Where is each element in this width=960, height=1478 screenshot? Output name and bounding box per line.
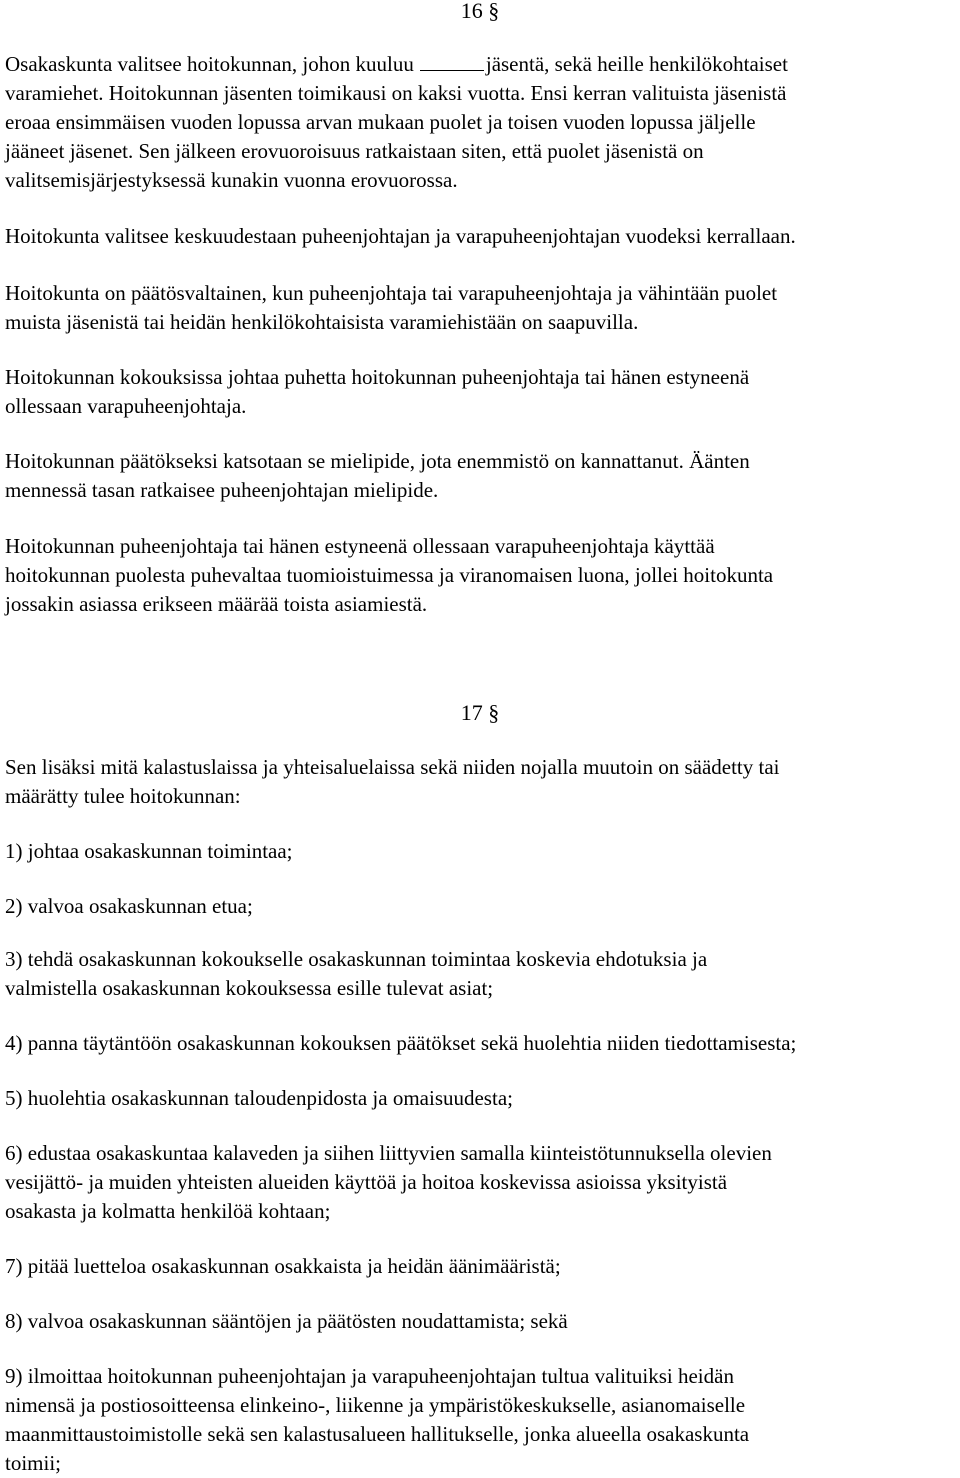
paragraph-line: valitsemisjärjestyksessä kunakin vuonna erovuorossa.: [5, 168, 458, 192]
paragraph-line: mennessä tasan ratkaisee puheenjohtajan mielipide.: [5, 478, 439, 502]
blank-line: [420, 53, 484, 71]
paragraph-line: toimii;: [5, 1451, 62, 1475]
paragraph-line: Hoitokunnan puheenjohtaja tai hänen estyneenä ollessaan varapuheenjohtaja käyttää: [5, 534, 715, 558]
paragraph-line: nimensä ja postiosoitteensa elinkeino-, liikenne ja ympäristökeskukselle, asianomaiselle: [5, 1393, 746, 1417]
section-17-intro: [5, 753, 960, 811]
section-16-paragraph-5: [5, 447, 960, 505]
section-16-paragraph-4: [5, 363, 960, 421]
list-item-4: [5, 1029, 960, 1058]
paragraph-line: 2) valvoa osakaskunnan etua;: [5, 894, 253, 918]
paragraph-line: hoitokunnan puolesta puhevaltaa tuomioistuimessa ja viranomaisen luona, jollei hoitokunta: [5, 563, 774, 587]
paragraph-line: 4) panna täytäntöön osakaskunnan kokouksen päätökset sekä huolehtia niiden tiedottamisesta;: [5, 1031, 797, 1055]
paragraph-line: Sen lisäksi mitä kalastuslaissa ja yhteisaluelaissa sekä niiden nojalla muutoin on säädetty tai: [5, 755, 780, 779]
paragraph-line: valmistella osakaskunnan kokouksessa esille tulevat asiat;: [5, 976, 494, 1000]
list-item-5: [5, 1084, 960, 1113]
paragraph-line: maanmittaustoimistolle sekä sen kalastusalueen hallitukselle, jonka alueella osakaskunta: [5, 1422, 750, 1446]
section-16-paragraph-3: [5, 279, 960, 337]
paragraph-line: ollessaan varapuheenjohtaja.: [5, 394, 247, 418]
paragraph-line: osakasta ja kolmatta henkilöä kohtaan;: [5, 1199, 331, 1223]
paragraph-line: määrätty tulee hoitokunnan:: [5, 784, 241, 808]
list-item-2: [5, 892, 960, 921]
paragraph-line: 6) edustaa osakaskuntaa kalaveden ja siihen liittyvien samalla kiinteistötunnuksella olevien: [5, 1141, 772, 1165]
paragraph-line: 5) huolehtia osakaskunnan taloudenpidosta ja omaisuudesta;: [5, 1086, 513, 1110]
paragraph-line: 9) ilmoittaa hoitokunnan puheenjohtajan ja varapuheenjohtajan tultua valituiksi heidän: [5, 1364, 734, 1388]
paragraph-line: muista jäsenistä tai heidän henkilökohtaisista varamiehistään on saapuvilla.: [5, 310, 639, 334]
paragraph-line: jääneet jäsenet. Sen jälkeen erovuoroisuus ratkaistaan siten, että puolet jäsenistä on: [5, 139, 704, 163]
section-16-paragraph-6: [5, 532, 960, 619]
list-item-9: [5, 1362, 960, 1478]
section-16-heading: 16 §: [460, 0, 500, 23]
paragraph-line: jossakin asiassa erikseen määrää toista asiamiestä.: [5, 592, 428, 616]
section-16-paragraph-1: [5, 50, 960, 195]
list-item-6: [5, 1139, 960, 1226]
paragraph-line: 3) tehdä osakaskunnan kokoukselle osakaskunnan toimintaa koskevia ehdotuksia ja: [5, 947, 708, 971]
text-segment: Osakaskunta valitsee hoitokunnan, johon kuuluu: [5, 52, 414, 76]
paragraph-line: 7) pitää luetteloa osakaskunnan osakkaista ja heidän äänimääristä;: [5, 1254, 561, 1278]
list-item-7: [5, 1252, 960, 1281]
paragraph-line: varamiehet. Hoitokunnan jäsenten toimikausi on kaksi vuotta. Ensi kerran valituista jäsenistä: [5, 81, 787, 105]
paragraph-line: Hoitokunta valitsee keskuudestaan puheenjohtajan ja varapuheenjohtajan vuodeksi kerrallaan.: [5, 224, 796, 248]
paragraph-line: 1) johtaa osakaskunnan toimintaa;: [5, 839, 293, 863]
paragraph-line: Hoitokunta on päätösvaltainen, kun puheenjohtaja tai varapuheenjohtaja ja vähintään puolet: [5, 281, 778, 305]
section-17-heading: 17 §: [460, 700, 500, 725]
section-16-paragraph-2: [5, 222, 960, 251]
list-item-3: [5, 945, 960, 1003]
list-item-1: [5, 837, 960, 866]
list-item-8: [5, 1307, 960, 1336]
paragraph-line: 8) valvoa osakaskunnan sääntöjen ja päätösten noudattamista; sekä: [5, 1309, 568, 1333]
paragraph-line: Hoitokunnan kokouksissa johtaa puhetta hoitokunnan puheenjohtaja tai hänen estyneenä: [5, 365, 750, 389]
paragraph-line: eroaa ensimmäisen vuoden lopussa arvan mukaan puolet ja toisen vuoden lopussa jäljelle: [5, 110, 756, 134]
paragraph-line: [5, 50, 960, 79]
text-segment: jäsentä, sekä heille henkilökohtaiset: [485, 52, 788, 76]
paragraph-line: Hoitokunnan päätökseksi katsotaan se mielipide, jota enemmistö on kannattanut. Äänten: [5, 449, 750, 473]
paragraph-line: vesijättö- ja muiden yhteisten alueiden käyttöä ja hoitoa koskevissa asioissa yksityistä: [5, 1170, 728, 1194]
